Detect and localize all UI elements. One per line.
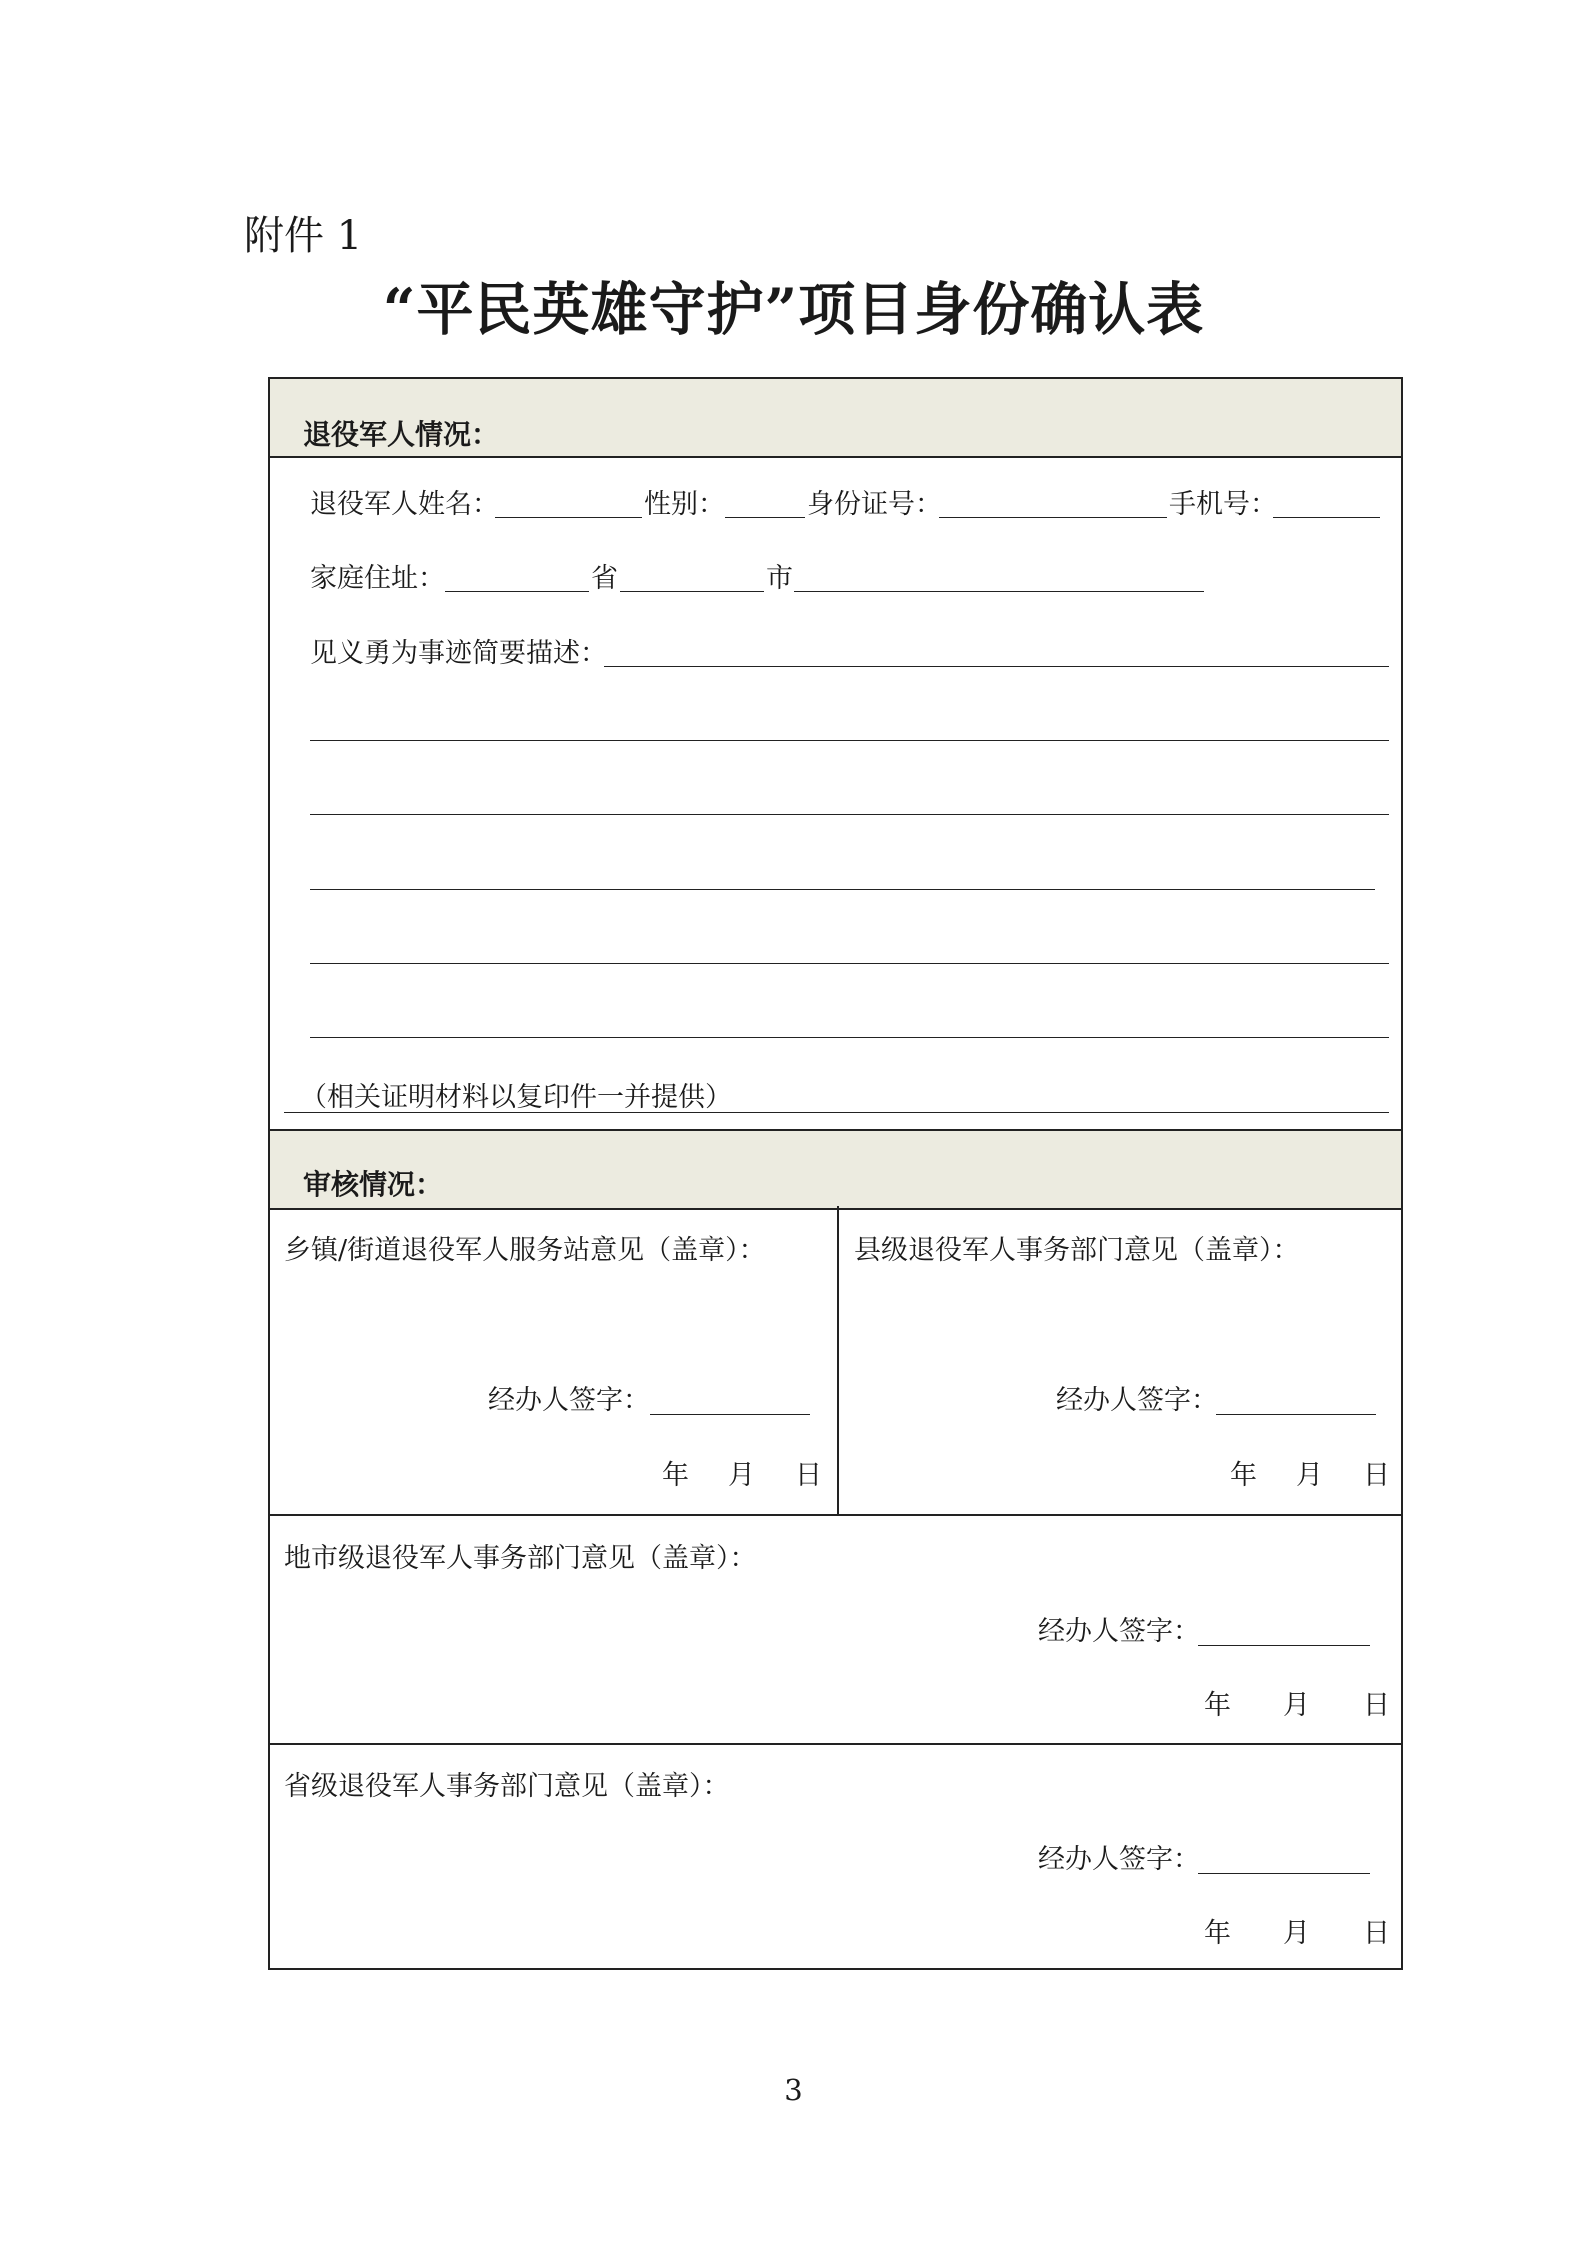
evidence-note-line <box>284 1112 1389 1113</box>
deed-description-line[interactable] <box>310 814 1389 815</box>
county-opinion-label: 县级退役军人事务部门意见（盖章）： <box>854 1235 1300 1266</box>
county-signature-label: 经办人签字： <box>1056 1385 1218 1416</box>
form-title: “平民英雄守护”项目身份确认表 <box>382 276 1205 343</box>
city-signature-field[interactable] <box>1198 1645 1370 1646</box>
review-section-header <box>270 1129 1401 1210</box>
identity-confirmation-form <box>268 377 1403 1970</box>
county-day-label: 日 <box>1363 1460 1390 1491</box>
county-signature-field[interactable] <box>1216 1414 1376 1415</box>
gender-field[interactable] <box>725 517 805 518</box>
county-month-label: 月 <box>1296 1460 1323 1491</box>
county-year-label: 年 <box>1230 1460 1257 1491</box>
township-signature-label: 经办人签字： <box>488 1385 650 1416</box>
city-year-label: 年 <box>1204 1690 1231 1721</box>
township-day-label: 日 <box>795 1460 822 1491</box>
province-signature-label: 经办人签字： <box>1038 1844 1200 1875</box>
province-day-label: 日 <box>1363 1918 1390 1949</box>
township-opinion-label: 乡镇/街道退役军人服务站意见（盖章）： <box>284 1235 766 1266</box>
row-divider <box>270 1743 1401 1745</box>
city-signature-label: 经办人签字： <box>1038 1616 1200 1647</box>
id-number-label: 身份证号： <box>807 489 942 520</box>
veteran-section-header <box>270 379 1401 458</box>
city-label: 市 <box>766 563 793 594</box>
deed-description-line[interactable] <box>604 666 1389 667</box>
review-section-title: 审核情况： <box>303 1168 444 1201</box>
city-opinion-label: 地市级退役军人事务部门意见（盖章）： <box>284 1543 757 1574</box>
gender-label: 性别： <box>644 489 725 520</box>
id-number-field[interactable] <box>939 517 1167 518</box>
deed-description-line[interactable] <box>310 1037 1389 1038</box>
deed-description-line[interactable] <box>310 889 1375 890</box>
evidence-note: （相关证明材料以复印件一并提供） <box>300 1082 732 1113</box>
veteran-section-title: 退役军人情况： <box>303 418 500 451</box>
phone-field[interactable] <box>1273 517 1380 518</box>
phone-label: 手机号： <box>1169 489 1277 520</box>
province-signature-field[interactable] <box>1198 1873 1370 1874</box>
name-field[interactable] <box>495 517 642 518</box>
deed-description-line[interactable] <box>310 740 1389 741</box>
township-signature-field[interactable] <box>650 1414 810 1415</box>
page-number: 3 <box>784 2073 803 2107</box>
address-detail-field[interactable] <box>794 591 1204 592</box>
address-label: 家庭住址： <box>310 563 445 594</box>
province-month-label: 月 <box>1283 1918 1310 1949</box>
township-month-label: 月 <box>728 1460 755 1491</box>
province-field[interactable] <box>445 591 589 592</box>
province-year-label: 年 <box>1204 1918 1231 1949</box>
row-divider <box>270 1514 1401 1516</box>
name-label: 退役军人姓名： <box>310 489 499 520</box>
review-column-divider <box>837 1206 839 1514</box>
city-day-label: 日 <box>1363 1690 1390 1721</box>
province-label: 省 <box>591 563 618 594</box>
township-year-label: 年 <box>662 1460 689 1491</box>
city-month-label: 月 <box>1283 1690 1310 1721</box>
attachment-label: 附件 1 <box>244 213 363 259</box>
deed-description-line[interactable] <box>310 963 1389 964</box>
deed-description-label: 见义勇为事迹简要描述： <box>310 638 607 669</box>
province-opinion-label: 省级退役军人事务部门意见（盖章）： <box>284 1771 730 1802</box>
city-field[interactable] <box>620 591 764 592</box>
